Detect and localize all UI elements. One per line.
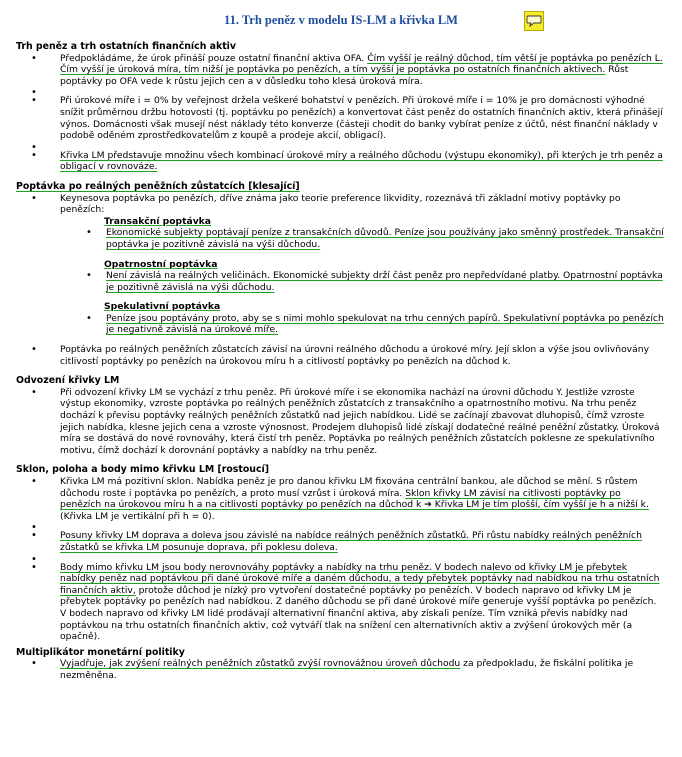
spacer [16, 87, 664, 95]
spacer [16, 456, 664, 464]
speech-bubble-comment-icon[interactable] [524, 11, 544, 31]
text: protože důchod je nízký pro vytvoření dostatečné poptávky po penězích. V bodech napravo od křivky LM je přebytek poptávky po penězích nad nabídkou. Z daného důchodu se při dané úrokové míře generuje vyšší poptávka po penězích. V bodech napravo od křivky LM lidé prodávají alternativní finanční aktiva, aby získali peníze. Tím vzniká převis nabídky nad poptávkou na trhu ostatních finančních aktiv, což vytváří tlak na snížení cen alternativních aktiv a zvýšení úrokových měr (a opačně). [60, 584, 657, 643]
list-item [16, 658, 664, 681]
list-item: • Poptávka po reálných peněžních zůstatcích závisí na úrovni reálného důchodu a úrokové míry. Její sklon a výše jsou ovlivňovány citlivostí poptávky po penězích na úrokovou míru h a citlivostí poptávky po penězích na důchod k. [16, 344, 664, 367]
list-item: • Křivka LM představuje množinu všech kombinací úrokové míry a reálného důchodu (výstupu ekonomiky), při kterých je trh peněz a obligací v rovnováze. [16, 150, 664, 173]
spacer [16, 336, 664, 344]
spacer [16, 293, 664, 301]
text: Růst poptávky po OFA vede k růstu jejich cen a v důsledku toho klesá úroková míra. [60, 64, 629, 87]
list-item: • Ekonomické subjekty poptávají peníze z transakčních důvodů. Peníze jsou používány jako směnný prostředek. Transakční poptávka je pozitivně závislá na výši důchodu. [16, 227, 664, 250]
subheading: Transakční poptávka [104, 215, 211, 227]
text: (Křivka LM je vertikální při h = 0). [60, 510, 215, 522]
list-item: • Peníze jsou poptávány proto, aby se s nimi mohlo spekulovat na trhu cenných papírů. Spekulativní poptávka po penězích je negativně závislá na úrokové míře. [16, 313, 664, 336]
bullet-list [16, 344, 664, 367]
sub-list [16, 270, 664, 293]
list-item [16, 562, 664, 643]
bullet-list [16, 193, 664, 216]
list-item: • Keynesova poptávka po penězích, dříve známa jako teorie preference likvidity, rozeznává tři základní motivy poptávky po penězích: [16, 193, 664, 216]
bullet-list [16, 658, 664, 681]
sub-list [16, 227, 664, 250]
section-heading: Multiplikátor monetární politiky [16, 646, 185, 658]
text: Předpokládáme, že úrok přináší pouze ostatní finanční aktiva OFA. [60, 52, 368, 64]
sub-list [16, 313, 664, 336]
section-heading: Odvození křivky LM [16, 375, 120, 387]
bullet-list [16, 476, 664, 643]
highlighted-text: Sklon křivky LM závisí na citlivosti poptávky po penězích na úrokovou míru h a na citlivosti poptávky po penězích na důchod k ➔ Křivka LM je tím plošší, čím vyšší je h a nižší k. [60, 487, 649, 511]
text: Křivka LM má pozitivní sklon. Nabídka peněz je pro danou křivku LM fixována centrální bankou, ale důchod se mění. S růstem důchodu roste i poptávka po penězích, a proto musí vzrůst i úroková míra. [60, 476, 638, 499]
highlighted-text: Čím vyšší je reálný důchod, tím větší je poptávka po penězích L. Čím vyšší je úroková míra, tím nižší je poptávka po penězích, a tím vyšší je poptávka po ostatních finančních aktivech. [60, 52, 663, 76]
document-title: 11. Trh peněz v modelu IS-LM a křivka LM [224, 13, 458, 27]
list-item: • Při úrokové míře i = 0% by veřejnost držela veškeré bohatství v penězích. Při úrokové míře i = 10% je pro domácnosti výhodné snížit průměrnou držbu hotovosti (tj. poptávku po penězích) a konvertovat část peněz do ostatních finančních aktiv, která přinášejí výnos. Domácnosti však musejí nést náklady této konverze (částeji chodit do banky vybírat peníze z účtů, nést finanční náklady v podobě oděném zprostředkovatelům z koupě a prodeje akcií, obligací). [16, 95, 664, 141]
highlighted-text: Vyjadřuje, jak zvýšení reálných peněžních zůstatků zvýší rovnovážnou úroveň důchodu [60, 658, 461, 670]
highlighted-text: Body mimo křivku LM jsou body nerovnováhy poptávky a nabídky na trhu peněz. V bodech nalevo od křivky LM je přebytek nabídky peněz nad poptávkou při dané úrokové míře a daném důchodu, a tedy přebytek poptávky nad nabídkou na trhu ostatních finančních aktiv, [60, 561, 660, 596]
text: za předpokladu, že fiskální politika je nezměněna. [60, 658, 634, 681]
spacer [16, 522, 664, 530]
spacer [16, 251, 664, 259]
spacer [16, 554, 664, 562]
list-item [16, 53, 664, 88]
spacer [16, 367, 664, 375]
list-item: • Není závislá na reálných veličinách. Ekonomické subjekty drží část peněz pro nepředvídané platby. Opatrnostní poptávka je pozitivně závislá na výši důchodu. [16, 270, 664, 293]
bullet-list [16, 53, 664, 173]
spacer [16, 173, 664, 181]
list-item: • Při odvození křivky LM se vychází z trhu peněz. Při úrokové míře i se ekonomika nachází na úrovni důchodu Y. Jestliže vzroste výstup ekonomiky, vzroste poptávka po reálných peněžních zůstatcích z transakčního a opatrnostního motivu. Na trhu peněz dochází k převisu poptávky reálných peněžních zůstatků nad jejich nabídkou. Lidé se začínají zbavovat dluhopisů, čímž vzroste jejich nabídka, klesne jejich cena a vzroste výnosnost. Prodejem dluhopisů lidé získají dodatečné reálné peněžní zůstatky. Úroková míra se dostává do nové rovnováhy, která čistí trh peněz. Poptávka po reálných peněžních zůstatcích poklesne ze spekulativního motivu, čímž dochází k dorovnání poptávky a nabídky na trhu peněz. [16, 387, 664, 457]
spacer [16, 142, 664, 150]
subheading: Opatrnostní poptávka [104, 258, 218, 270]
list-item [16, 476, 664, 522]
bullet-list [16, 387, 664, 457]
section-heading: Trh peněz a trh ostatních finančních aktiv [16, 41, 237, 52]
list-item: • Posuny křivky LM doprava a doleva jsou závislé na nabídce reálných peněžních zůstatků. Při růstu nabídky reálných peněžních zůstatků se křivka LM posunuje doprava, při poklesu doleva. [16, 530, 664, 553]
section-heading: Poptávka po reálných peněžních zůstatcích [klesající] [16, 180, 300, 192]
subheading: Spekulativní poptávka [104, 301, 221, 313]
section-heading: Sklon, poloha a body mimo křivku LM [rostoucí] [16, 464, 269, 476]
document-body [16, 41, 664, 682]
